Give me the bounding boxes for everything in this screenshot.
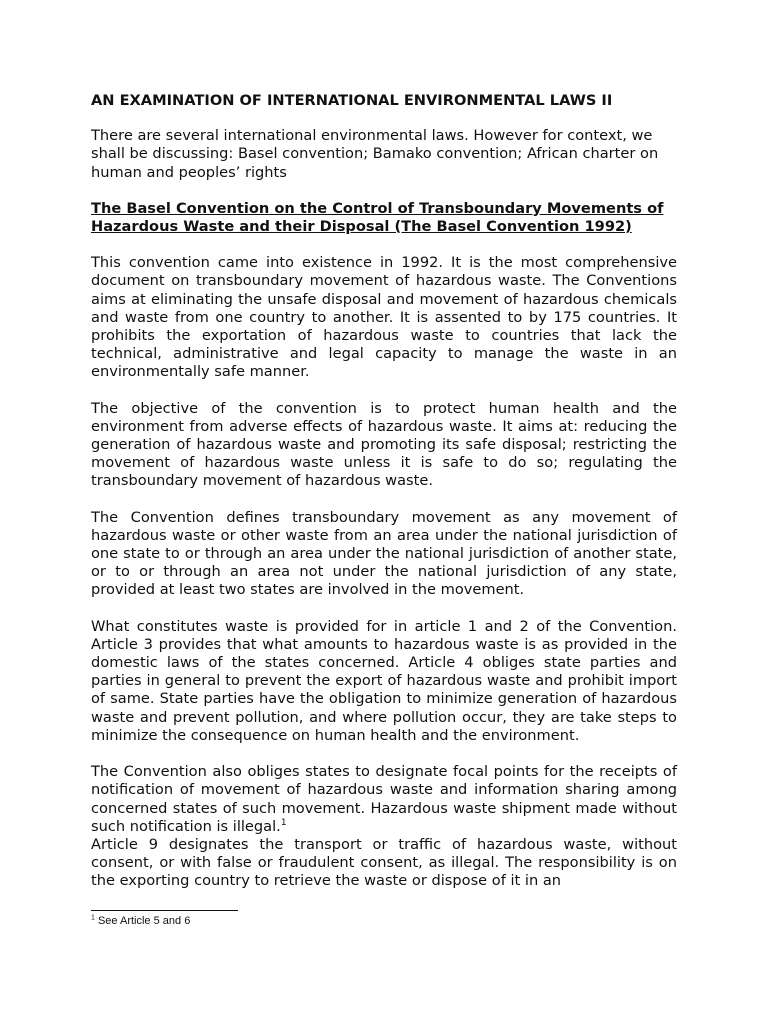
footnote-number: 1 [91,914,95,922]
paragraph-2: The objective of the convention is to protect human health and the environment from adverse effects of hazardous waste. It aims at: reducing the generation of hazardous waste and promoting its safe disposal; restricting the movement of hazardous waste unless it is safe to do so; regulating the transboundary movement of hazardous waste. [91,399,677,490]
footnote-reference: 1 [280,817,287,828]
paragraph-6: Article 9 designates the transport or traffic of hazardous waste, without consent, or with false or fraudulent consent, as illegal. The responsibility is on the exporting country to retrieve the waste or dispose of it in an [91,835,677,890]
paragraph-5-text: The Convention also obliges states to designate focal points for the receipts of notification of movement of hazardous waste and information sharing among concerned states of such movement. Hazardous waste shipment made without such notification is illegal. [91,763,677,835]
section-heading: The Basel Convention on the Control of Transboundary Movements of Hazardous Waste and their Disposal (The Basel Convention 1992) [91,199,664,236]
document-title: AN EXAMINATION OF INTERNATIONAL ENVIRONMENTAL LAWS II [91,92,613,109]
paragraph-3: The Convention defines transboundary movement as any movement of hazardous waste or other waste from an area under the national jurisdiction of one state to or through an area under the national jurisdiction of another state, or to or through an area not under the national jurisdiction of any state, provided at least two states are involved in the movement. [91,508,677,599]
paragraph-5 [91,763,677,836]
intro-paragraph: There are several international environmental laws. However for context, we shall be discussing: Basel convention; Bamako convention; African charter on human and peoples’ rights [91,127,659,181]
document-body [91,92,677,891]
paragraph-4: What constitutes waste is provided for in article 1 and 2 of the Convention. Article 3 provides that what amounts to hazardous waste is as provided in the domestic laws of the states concerned. Article 4 obliges state parties and parties in general to prevent the export of hazardous waste and prohibit import of same. State parties have the obligation to minimize generation of hazardous waste and prevent pollution, and where pollution occur, they are take steps to minimize the consequence on human health and the environment. [91,617,677,744]
footnote-text: See Article 5 and 6 [97,915,191,927]
footnote [91,915,190,927]
footnote-separator [91,910,238,911]
paragraph-1: This convention came into existence in 1992. It is the most comprehensive document on transboundary movement of hazardous waste. The Conventions aims at eliminating the unsafe disposal and movement of hazardous chemicals and waste from one country to another. It is assented to by 175 countries. It prohibits the exportation of hazardous waste to countries that lack the technical, administrative and legal capacity to manage the waste in an environmentally safe manner. [91,254,677,381]
